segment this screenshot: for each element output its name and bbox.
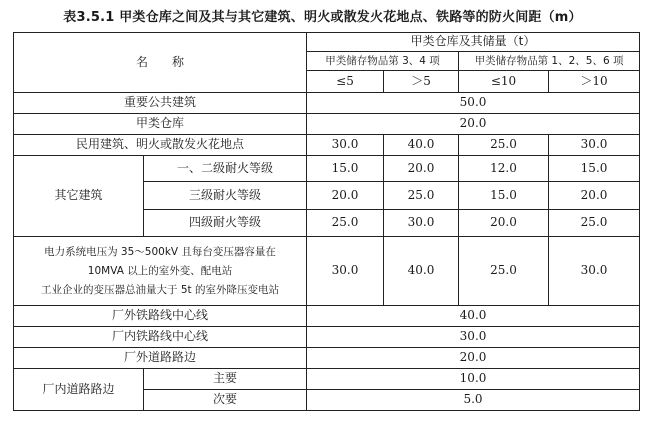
- cell-rail-outside: 40.0: [307, 306, 640, 327]
- cell-road-outside: 20.0: [307, 348, 640, 369]
- row-label-important-public: 重要公共建筑: [14, 93, 307, 114]
- col-header-le5: ≤5: [307, 71, 384, 93]
- row-label-class-a-warehouse: 甲类仓库: [14, 114, 307, 135]
- table-cell: 25.0: [459, 237, 549, 306]
- table-title: 表3.5.1 甲类仓库之间及其与其它建筑、明火或散发火花地点、铁路等的防火间距（m）: [63, 10, 582, 25]
- row-label-grade-1-2: 一、二级耐火等级: [144, 156, 307, 182]
- table-cell: 30.0: [307, 135, 384, 156]
- table-cell: 15.0: [549, 156, 640, 182]
- fire-separation-table: [13, 32, 640, 411]
- table-cell: 25.0: [459, 135, 549, 156]
- row-label-power-substation: [14, 237, 307, 306]
- row-label-grade-4: 四级耐火等级: [144, 210, 307, 237]
- table-cell: 25.0: [307, 210, 384, 237]
- items-1-2-5-6-header: 甲类储存物品第 1、2、5、6 项: [459, 52, 640, 71]
- table-cell: 40.0: [384, 237, 459, 306]
- row-label-secondary-road: 次要: [144, 390, 307, 411]
- row-label-grade-3: 三级耐火等级: [144, 182, 307, 210]
- cell-class-a-warehouse: 20.0: [307, 114, 640, 135]
- cell-main-road: 10.0: [307, 369, 640, 390]
- row-label-civil: 民用建筑、明火或散发火花地点: [14, 135, 307, 156]
- row-label-road-inside: 厂内道路路边: [14, 369, 144, 411]
- cell-rail-inside: 30.0: [307, 327, 640, 348]
- table-cell: 15.0: [307, 156, 384, 182]
- table-cell: 20.0: [307, 182, 384, 210]
- row-label-road-outside: 厂外道路路边: [14, 348, 307, 369]
- table-cell: 25.0: [384, 182, 459, 210]
- row-label-rail-inside: 厂内铁路线中心线: [14, 327, 307, 348]
- name-column-header: 名 称: [14, 33, 307, 93]
- table-cell: 30.0: [384, 210, 459, 237]
- table-cell: 12.0: [459, 156, 549, 182]
- table-cell: 30.0: [549, 135, 640, 156]
- table-cell: 15.0: [459, 182, 549, 210]
- warehouse-quantity-header: 甲类仓库及其储量（t）: [307, 33, 640, 52]
- cell-important-public: 50.0: [307, 93, 640, 114]
- col-header-le10: ≤10: [459, 71, 549, 93]
- table-cell: 25.0: [549, 210, 640, 237]
- table-cell: 30.0: [549, 237, 640, 306]
- power-line-3: 工业企业的变压器总油量大于 5t 的室外降压变电站: [41, 283, 279, 296]
- table-cell: 30.0: [307, 237, 384, 306]
- row-label-main-road: 主要: [144, 369, 307, 390]
- table-cell: 40.0: [384, 135, 459, 156]
- row-label-rail-outside: 厂外铁路线中心线: [14, 306, 307, 327]
- table-cell: 20.0: [384, 156, 459, 182]
- power-line-1: 电力系统电压为 35～500kV 且每台变压器容量在: [44, 245, 276, 258]
- power-line-2: 10MVA 以上的室外变、配电站: [87, 264, 233, 277]
- cell-secondary-road: 5.0: [307, 390, 640, 411]
- row-label-other-buildings: 其它建筑: [14, 156, 144, 237]
- items-3-4-header: 甲类储存物品第 3、4 项: [307, 52, 459, 71]
- table-cell: 20.0: [549, 182, 640, 210]
- col-header-gt10: ＞10: [549, 71, 640, 93]
- table-cell: 20.0: [459, 210, 549, 237]
- col-header-gt5: ＞5: [384, 71, 459, 93]
